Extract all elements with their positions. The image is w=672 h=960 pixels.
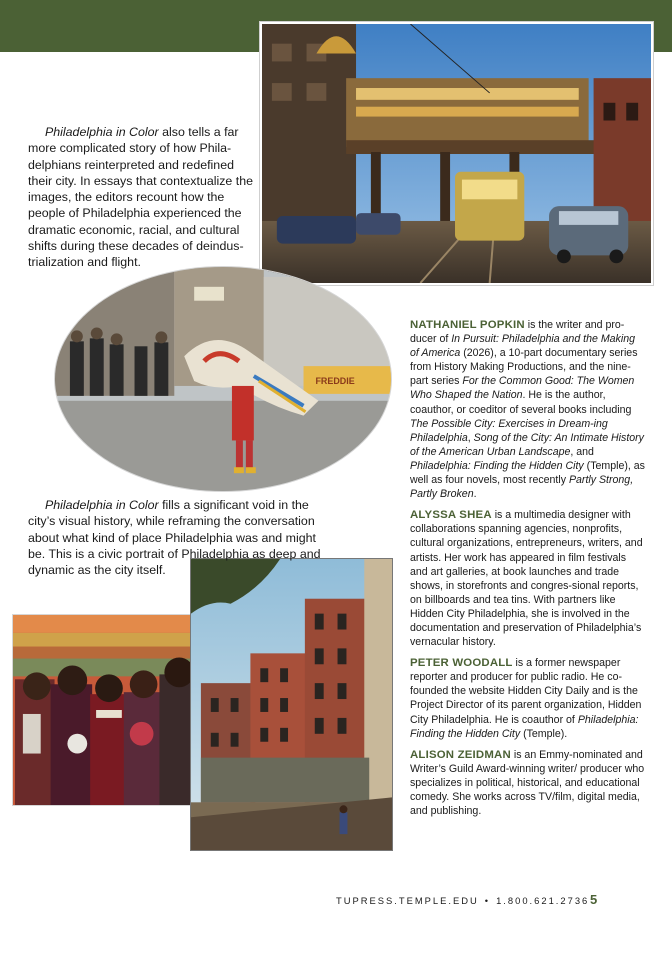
intro-paragraph-text: also tells a far more complicated story of how Phila-delphians reinterpreted and redefined their city. In essays that contextualize the images, the editors recount how the people of Philadelphia experienced the dramatic economic, racial, and cultural shifts during these decades of deindus-trialization and flight. bbox=[28, 125, 253, 270]
bio-alyssa-shea bbox=[410, 508, 646, 649]
author-name: NATHANIEL POPKIN bbox=[410, 319, 525, 331]
work-title: Philadelphia: Finding the Hidden City bbox=[410, 713, 639, 740]
work-title: Partly Strong, Partly Broken bbox=[410, 474, 634, 501]
bio-text: (Temple). bbox=[520, 727, 568, 740]
bio-text: . He is the author, coauthor, or coeditor of several books including bbox=[410, 389, 632, 416]
bio-text: . bbox=[473, 488, 477, 501]
rowhouses-street-photo bbox=[190, 558, 393, 851]
page-number: 5 bbox=[590, 892, 598, 907]
street-trolley-photo bbox=[260, 22, 653, 285]
bio-text: , and bbox=[570, 445, 594, 458]
book-title: Philadelphia in Color bbox=[45, 125, 159, 139]
closing-paragraph bbox=[28, 497, 328, 578]
bio-nathaniel-popkin bbox=[410, 318, 646, 501]
phone-number: 1.800.621.2736 bbox=[496, 895, 590, 906]
bio-text: , bbox=[467, 431, 474, 444]
closing-paragraph-text: fills a significant void in the city’s visual history, while reframing the conversation about what kind of place Philadelphia was and might be. This is a civic portrait of Philadelphia as deep and dynamic as the city itself. bbox=[28, 498, 321, 578]
work-title: Philadelphia: Finding the Hidden City bbox=[410, 459, 584, 472]
work-title: The Possible City: Exercises in Dream-ing Philadelphia bbox=[410, 417, 608, 444]
intro-paragraph bbox=[28, 124, 256, 271]
work-title: For the Common Good: The Women Who Shaped the Nation bbox=[410, 375, 635, 402]
footer-separator: • bbox=[484, 895, 491, 906]
book-title: Philadelphia in Color bbox=[45, 498, 159, 512]
lion-dance-parade-photo bbox=[54, 266, 392, 492]
bio-text: is a multimedia designer with collaborations spanning agencies, nonprofits, cultural organizations, entrepreneurs, writers, and artists. Her work has appeared in film festivals and art galleries, at book launches and trade shows, in storefronts and congres-sional reports, on billboards and tea tins. With partners like Hidden City Philadelphia, she is involved in the documentation and preservation of Philadelphia’s vernacular history. bbox=[410, 509, 643, 649]
bio-text: (2026), a 10-part documentary series from History Making Productions, and the nine-part series bbox=[410, 347, 638, 388]
author-name: ALYSSA SHEA bbox=[410, 509, 492, 522]
bio-text: is the writer and pro-ducer of bbox=[410, 319, 625, 346]
bio-text: is a former newspaper reporter and producer for public radio. He co-founded the website Hidden City Daily and is the Project Director of its parent organization, Hidden City Philadelphia. He is coauthor of bbox=[410, 657, 642, 726]
bio-text: is an Emmy-nominated and Writer’s Guild Award-winning writer/ producer who specializes in political, historical, and educational comedy. She works across TV/film, digital media, and publishing. bbox=[410, 748, 645, 818]
website-link[interactable]: TUPRESS.TEMPLE.EDU bbox=[336, 895, 479, 906]
bio-peter-woodall bbox=[410, 656, 646, 741]
author-name: PETER WOODALL bbox=[410, 657, 513, 670]
stadium-fans-photo bbox=[12, 614, 200, 806]
bio-text: (Temple), as well as four novels, most recently bbox=[410, 459, 645, 487]
work-title: Song of the City: An Intimate History of the American Urban Landscape bbox=[410, 431, 644, 458]
bio-alison-zeidman bbox=[410, 748, 646, 818]
work-title: In Pursuit: Philadelphia and the Making of America bbox=[410, 333, 635, 360]
author-bios bbox=[410, 318, 646, 825]
parade-banner-text: FREDDIE bbox=[315, 375, 355, 386]
author-name: ALISON ZEIDMAN bbox=[410, 748, 511, 761]
footer-contact bbox=[336, 895, 589, 906]
